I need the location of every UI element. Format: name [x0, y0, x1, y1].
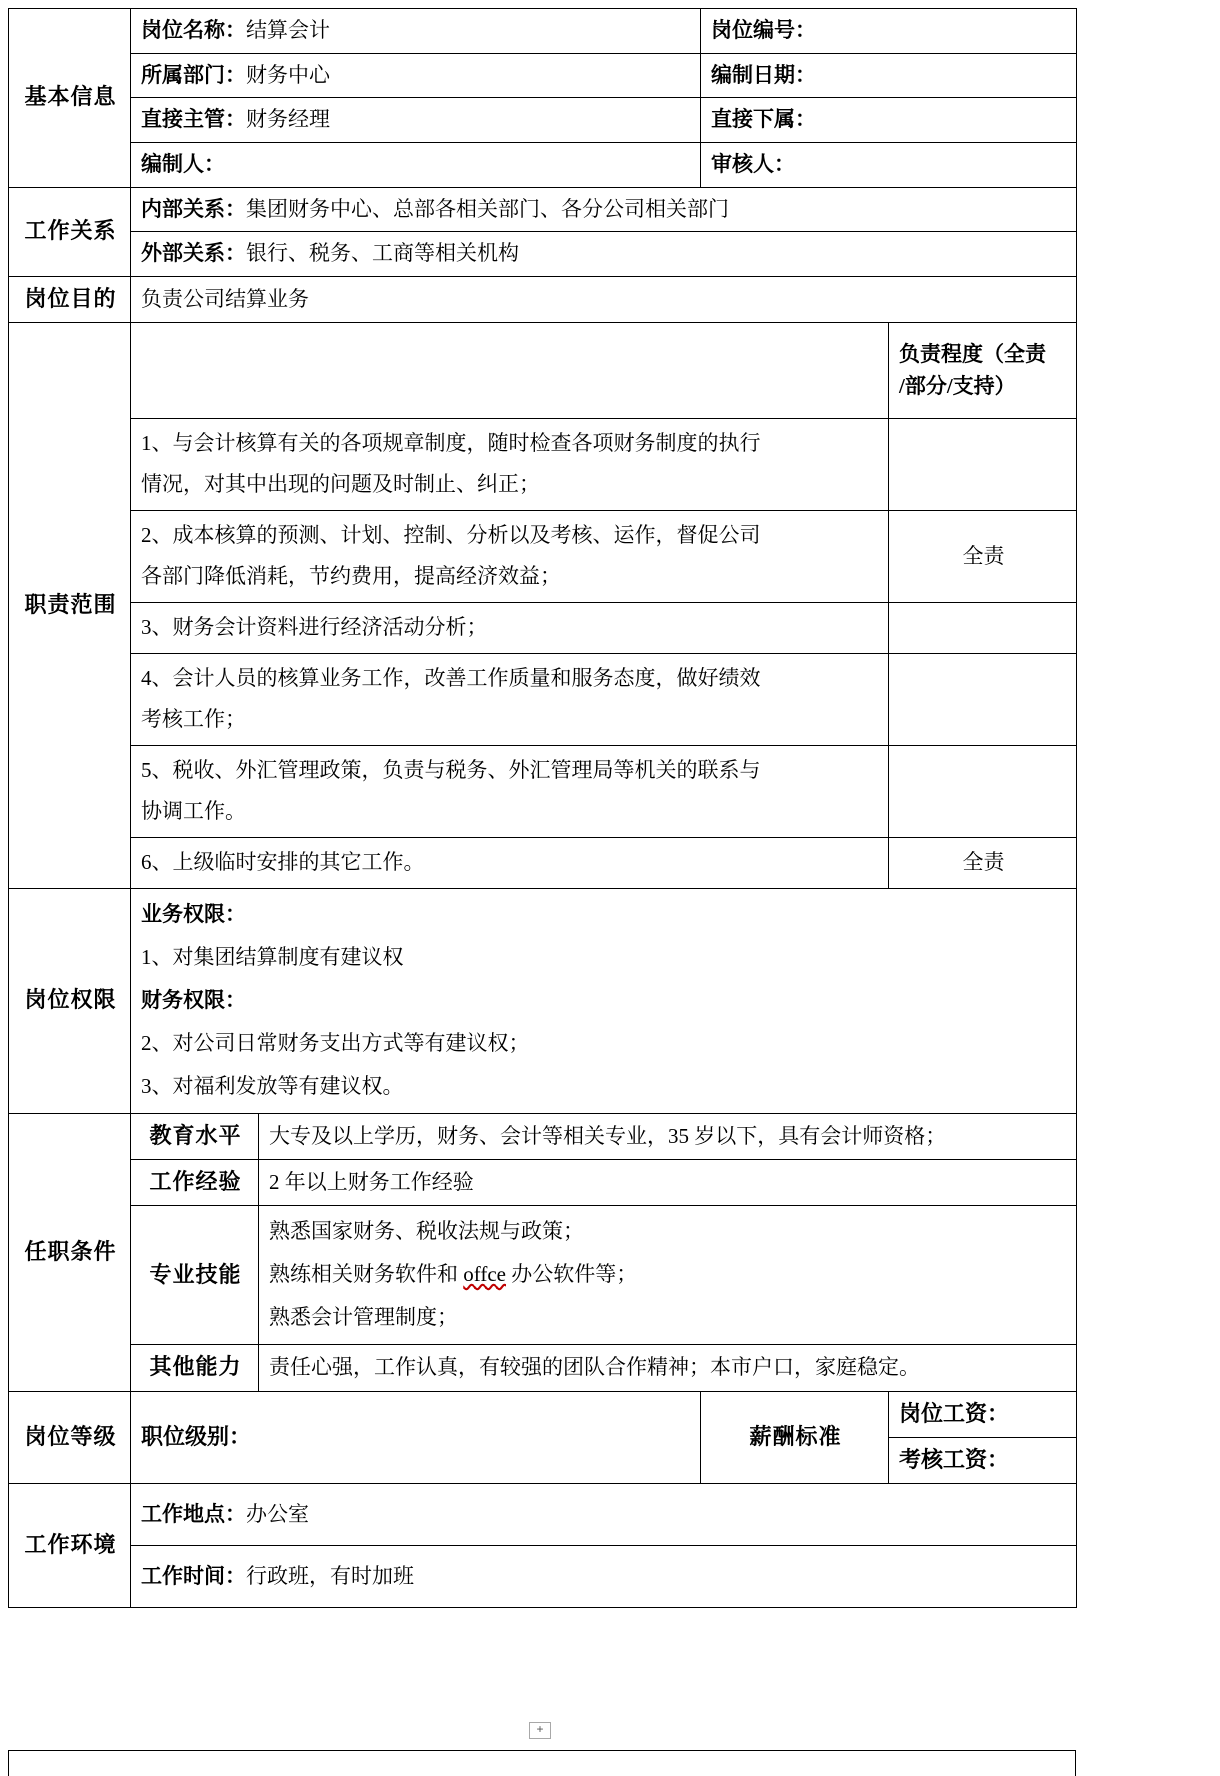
table-row — [9, 1206, 1077, 1345]
degree-header-line-1: 负责程度（全责 — [899, 341, 1047, 366]
qualification-label-experience: 工作经验 — [131, 1160, 259, 1206]
responsibility-line: 2、成本核算的预测、计划、控制、分析以及考核、运作，督促公司 — [141, 523, 761, 548]
field-external-relations — [131, 232, 1077, 277]
qualification-value-skills — [259, 1206, 1077, 1345]
table-row — [9, 53, 1077, 98]
field-department — [131, 53, 701, 98]
field-label: 岗位名称： — [141, 18, 246, 42]
field-direct-supervisor — [131, 98, 701, 143]
qualification-value-education: 大专及以上学历，财务、会计等相关专业，35 岁以下，具有会计师资格； — [259, 1113, 1077, 1159]
field-reviewer — [701, 142, 1077, 187]
responsibility-item-4 — [131, 653, 889, 745]
field-job-title — [131, 9, 701, 54]
qualification-value-experience: 2 年以上财务工作经验 — [259, 1160, 1077, 1206]
field-label: 直接下属： — [711, 107, 817, 132]
field-label: 直接主管： — [141, 107, 246, 132]
table-row — [9, 419, 1077, 511]
section-label-work-environment: 工作环境 — [9, 1484, 131, 1608]
qualification-label-other: 其他能力 — [131, 1345, 259, 1391]
section-label-qualifications: 任职条件 — [9, 1113, 131, 1391]
responsibility-line: 3、财务会计资料进行经济活动分析； — [141, 614, 488, 639]
page-break-footer — [0, 1722, 1220, 1776]
field-value: 财务经理 — [246, 107, 330, 132]
skill-line-2-prefix: 熟练相关财务软件和 — [269, 1262, 464, 1287]
section-label-job-grade: 岗位等级 — [9, 1391, 131, 1484]
job-description-table — [8, 8, 1077, 1608]
section-label-responsibilities: 职责范围 — [9, 323, 131, 888]
responsibility-item-2 — [131, 511, 889, 603]
field-direct-reports — [701, 98, 1077, 143]
table-row — [9, 98, 1077, 143]
qualification-value-other: 责任心强，工作认真，有较强的团队合作精神；本市户口，家庭稳定。 — [259, 1345, 1077, 1391]
field-assessment-salary — [889, 1438, 1077, 1484]
field-label: 考核工资： — [899, 1447, 1010, 1473]
field-label: 岗位工资： — [899, 1400, 1010, 1426]
field-value: 银行、税务、工商等相关机构 — [246, 241, 519, 266]
field-work-location — [131, 1484, 1077, 1546]
field-salary-standard-label: 薪酬标准 — [701, 1391, 889, 1484]
field-work-hours — [131, 1546, 1077, 1608]
responsibility-item-1 — [131, 419, 889, 511]
field-value: 财务中心 — [246, 62, 330, 87]
table-row — [9, 1160, 1077, 1206]
table-row — [9, 1546, 1077, 1608]
authority-business-item-1: 1、对集团结算制度有建议权 — [141, 944, 404, 969]
table-row — [9, 745, 1077, 837]
section-label-job-purpose: 岗位目的 — [9, 276, 131, 322]
responsibility-line: 5、税收、外汇管理政策，负责与税务、外汇管理局等机关的联系与 — [141, 757, 761, 782]
responsibility-degree-6: 全责 — [889, 837, 1077, 888]
next-page-table-edge — [8, 1750, 1076, 1776]
section-label-basic-info: 基本信息 — [9, 9, 131, 188]
responsibility-degree-5 — [889, 745, 1077, 837]
skill-line-1: 熟悉国家财务、税收法规与政策； — [269, 1219, 584, 1244]
table-row — [9, 511, 1077, 603]
responsibility-degree-header — [889, 323, 1077, 419]
field-label: 编制人： — [141, 151, 225, 176]
table-row — [9, 323, 1077, 419]
responsibility-line: 4、会计人员的核算业务工作，改善工作质量和服务态度，做好绩效 — [141, 665, 761, 690]
field-label: 职位级别： — [141, 1423, 252, 1449]
section-label-authority: 岗位权限 — [9, 888, 131, 1113]
table-row — [9, 232, 1077, 277]
responsibility-line: 各部门降低消耗，节约费用，提高经济效益； — [141, 563, 561, 588]
table-row — [9, 888, 1077, 1113]
table-row — [9, 837, 1077, 888]
table-row — [9, 187, 1077, 232]
field-label: 外部关系： — [141, 241, 246, 266]
skill-line-2-suffix: 办公软件等； — [506, 1262, 638, 1287]
field-value: 办公室 — [246, 1502, 309, 1527]
table-row — [9, 1484, 1077, 1546]
field-label: 工作时间： — [141, 1564, 246, 1589]
responsibilities-blank-header — [131, 323, 889, 419]
expand-page-break-button[interactable]: + — [529, 1722, 551, 1739]
table-row — [9, 142, 1077, 187]
responsibility-line: 考核工作； — [141, 706, 246, 731]
responsibility-line: 6、上级临时安排的其它工作。 — [141, 849, 425, 874]
field-post-salary — [889, 1391, 1077, 1437]
authority-finance-heading: 财务权限： — [141, 987, 246, 1012]
field-label: 岗位编号： — [711, 18, 817, 42]
field-value: 结算会计 — [246, 18, 330, 42]
table-row — [9, 9, 1077, 54]
qualification-label-skills: 专业技能 — [131, 1206, 259, 1345]
responsibility-item-6 — [131, 837, 889, 888]
skill-line-2 — [269, 1253, 1068, 1296]
field-label: 工作地点： — [141, 1502, 246, 1527]
table-row — [9, 1113, 1077, 1159]
page-break-line — [0, 1722, 1220, 1723]
table-row — [9, 1345, 1077, 1391]
field-value: 行政班，有时加班 — [246, 1564, 414, 1589]
table-row — [9, 276, 1077, 322]
responsibility-item-3 — [131, 602, 889, 653]
authority-business-heading: 业务权限： — [141, 901, 246, 926]
section-label-work-relations: 工作关系 — [9, 187, 131, 276]
field-internal-relations — [131, 187, 1077, 232]
authority-finance-item-2: 3、对福利发放等有建议权。 — [141, 1073, 404, 1098]
responsibility-degree-2: 全责 — [889, 511, 1077, 603]
field-label: 内部关系： — [141, 196, 246, 221]
field-prepared-date — [701, 53, 1077, 98]
responsibility-line: 1、与会计核算有关的各项规章制度，随时检查各项财务制度的执行 — [141, 431, 761, 456]
responsibility-degree-1 — [889, 419, 1077, 511]
field-preparer — [131, 142, 701, 187]
misspelled-word-offce: offce — [463, 1262, 506, 1287]
responsibility-line: 协调工作。 — [141, 798, 246, 823]
field-job-purpose-value: 负责公司结算业务 — [131, 276, 1077, 322]
field-position-level — [131, 1391, 701, 1484]
responsibility-item-5 — [131, 745, 889, 837]
field-value: 集团财务中心、总部各相关部门、各分公司相关部门 — [246, 196, 729, 221]
authority-finance-item-1: 2、对公司日常财务支出方式等有建议权； — [141, 1030, 530, 1055]
table-row — [9, 1391, 1077, 1437]
field-label: 编制日期： — [711, 62, 817, 87]
table-row — [9, 653, 1077, 745]
responsibility-degree-4 — [889, 653, 1077, 745]
degree-header-line-2: /部分/支持） — [899, 374, 1016, 399]
field-job-code — [701, 9, 1077, 54]
field-label: 审核人： — [711, 151, 796, 176]
qualification-label-education: 教育水平 — [131, 1113, 259, 1159]
table-row — [9, 602, 1077, 653]
authority-content — [131, 888, 1077, 1113]
skill-line-3: 熟悉会计管理制度； — [269, 1305, 458, 1330]
field-label: 所属部门： — [141, 62, 246, 87]
responsibility-line: 情况，对其中出现的问题及时制止、纠正； — [141, 472, 540, 497]
responsibility-degree-3 — [889, 602, 1077, 653]
